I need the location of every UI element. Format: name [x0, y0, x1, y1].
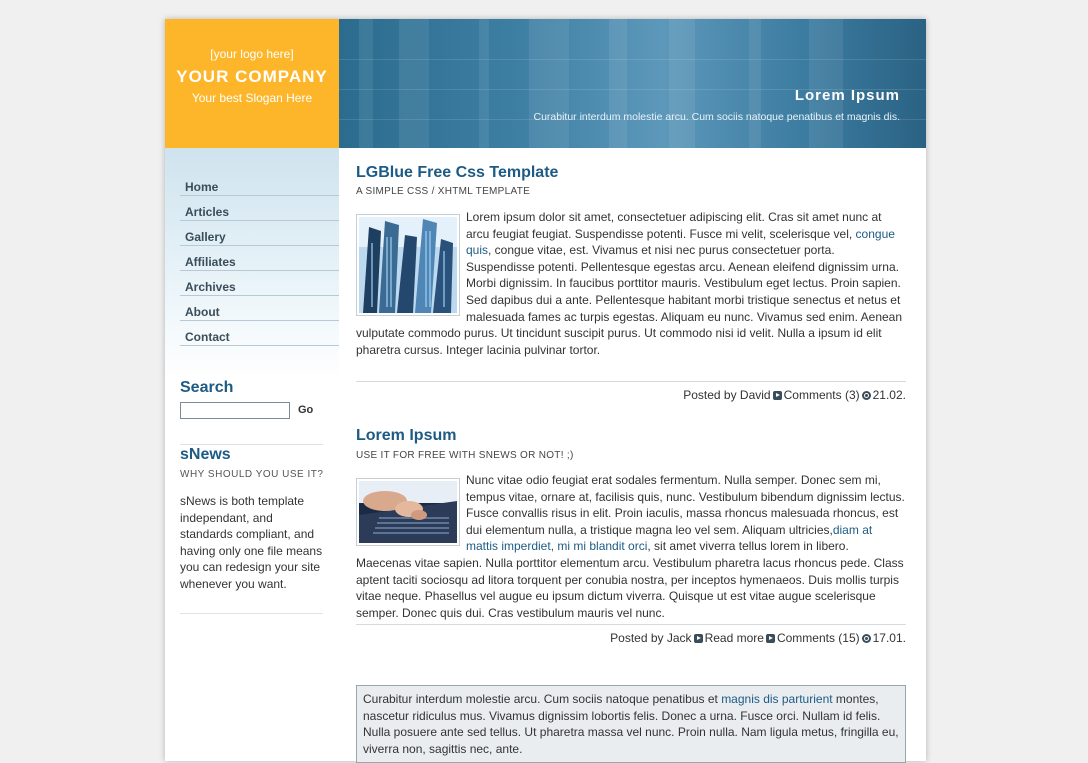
post-text: Nunc vitae odio feugiat erat sodales fermentum. Nulla semper. Donec sem mi, tempus vitae, ornare at, facilisis quis, nunc. Vestibulum bibendum dignissim lectus. Fusce convallis risus in elit. Proin iaculis, massa rhoncus malesuada rhoncus, est dui elementum nulla, a tristique magna leo vel sem. Aliquam ultricies,: [466, 473, 905, 537]
comments-link[interactable]: Comments (3): [783, 388, 860, 402]
arrow-icon: [766, 634, 775, 643]
posted-by-label: Posted by: [610, 631, 664, 645]
post-title-2[interactable]: Lorem Ipsum: [356, 427, 457, 444]
post-inline-link[interactable]: congue quis: [466, 226, 895, 258]
sidebar-divider: [180, 444, 323, 445]
search-input[interactable]: [180, 402, 290, 419]
notice-text: montes, nascetur ridiculus mus. Vivamus dignissim lobortis felis. Donec a urna. Fusce orci. Nullam id felis. Nulla posuere ante sed tellus. Ut pharetra massa vel nunc. Proin nulla. Nam ligula metus, fringilla eu, viverra non, sagittis nec, ante.: [363, 692, 899, 756]
post-body-2: [356, 472, 906, 621]
snews-subheading: WHY SHOULD YOU USE IT?: [180, 469, 324, 480]
main-nav: [180, 171, 339, 346]
sidebar: [165, 148, 339, 761]
nav-item-archives[interactable]: Archives: [180, 271, 339, 296]
arrow-icon: [694, 634, 703, 643]
company-name[interactable]: YOUR COMPANY: [176, 67, 328, 86]
post-subtitle-1: A SIMPLE CSS / XHTML TEMPLATE: [356, 186, 531, 197]
post-text: , sit amet viverra tellus lorem in libero. Maecenas vitae sapien. Nulla porttitor elementum arcu. Vestibulum pharetra lacus rhoncus pede. Class aptent taciti sociosqu ad litora torquent per conubia nostra, per inceptos hymenaeos. Duis mollis turpis vitae neque. Phasellus vel augue eu ipsum dictum viverra. Quisque ut est vitae augue scelerisque semper. Donec quis dui. Cras vestibulum mauris vel nunc.: [356, 539, 904, 620]
post-author[interactable]: Jack: [666, 631, 692, 645]
post-date: 17.01.: [872, 631, 906, 645]
snews-description: sNews is both template independant, and standards compliant, and having only one file means you can redesign your site whenever you want.: [180, 494, 323, 591]
post-body-1: [356, 209, 906, 358]
notice-link[interactable]: magnis dis parturient: [721, 692, 833, 706]
search-go-button[interactable]: Go: [298, 404, 314, 416]
keyboard-typing-photo-icon: [356, 478, 460, 546]
sidebar-divider: [180, 613, 323, 614]
banner-title: Lorem Ipsum: [794, 87, 900, 104]
read-more-link[interactable]: Read more: [704, 631, 764, 645]
header-banner: [339, 19, 926, 148]
notice-box: [356, 685, 906, 763]
snews-heading: sNews: [180, 446, 231, 463]
post-text: , congue vitae, est. Vivamus et nisi nec purus consectetuer porta. Suspendisse potenti. Pellentesque egestas arcu. Aenean eleifend dignissim urna. Morbi dignissim. In faucibus porttitor mauris. Vestibulum eget lectus. Proin sapien. Sed dapibus dui a ante. Pellentesque habitant morbi tristique senectus et netus et malesuada fames ac turpis egestas. Aliquam eu nunc. Vivamus sed enim. Aenean vulputate commodo purus. Ut tincidunt suscipit purus. Ut commodo nisi id velit. Nulla a ipsum id elit pharetra cursus. Integer lacinia pulvinar tortor.: [356, 243, 903, 357]
clock-icon: [862, 634, 871, 643]
search-heading: Search: [180, 379, 234, 396]
nav-item-articles[interactable]: Articles: [180, 196, 339, 221]
nav-item-home[interactable]: Home: [180, 171, 339, 196]
post-subtitle-2: USE IT FOR FREE WITH SNEWS OR NOT! ;): [356, 450, 574, 461]
notice-text: Curabitur interdum molestie arcu. Cum sociis natoque penatibus et: [363, 692, 722, 706]
post-author[interactable]: David: [739, 388, 771, 402]
banner-subtitle: Curabitur interdum molestie arcu. Cum sociis natoque penatibus et magnis dis.: [533, 111, 900, 123]
nav-item-about[interactable]: About: [180, 296, 339, 321]
post-image-wrapper: [356, 472, 466, 544]
posted-by-label: Posted by: [683, 388, 737, 402]
post-text: Lorem ipsum dolor sit amet, consectetuer adipiscing elit. Cras sit amet nunc at arcu feugiat feugiat. Suspendisse potenti. Fusce mi velit, scelerisque vel,: [466, 210, 882, 241]
clock-icon: [862, 391, 871, 400]
comments-link[interactable]: Comments (15): [776, 631, 860, 645]
nav-item-contact[interactable]: Contact: [180, 321, 339, 346]
post-footer-1: [356, 381, 906, 402]
post-inline-link[interactable]: diam at mattis imperdiet, mi mi blandit orci: [466, 522, 873, 554]
page-container: [165, 19, 926, 761]
nav-item-affiliates[interactable]: Affiliates: [180, 246, 339, 271]
post-image-wrapper: [356, 209, 466, 313]
post-title-1[interactable]: LGBlue Free Css Template: [356, 164, 559, 181]
post-date: 21.02.: [872, 388, 906, 402]
skyscrapers-photo-icon: [356, 214, 460, 316]
logo-placeholder[interactable]: [your logo here]: [210, 47, 294, 61]
arrow-icon: [773, 391, 782, 400]
logo-area[interactable]: [165, 19, 339, 148]
post-footer-2: [356, 624, 906, 645]
company-slogan: Your best Slogan Here: [191, 91, 313, 105]
nav-item-gallery[interactable]: Gallery: [180, 221, 339, 246]
